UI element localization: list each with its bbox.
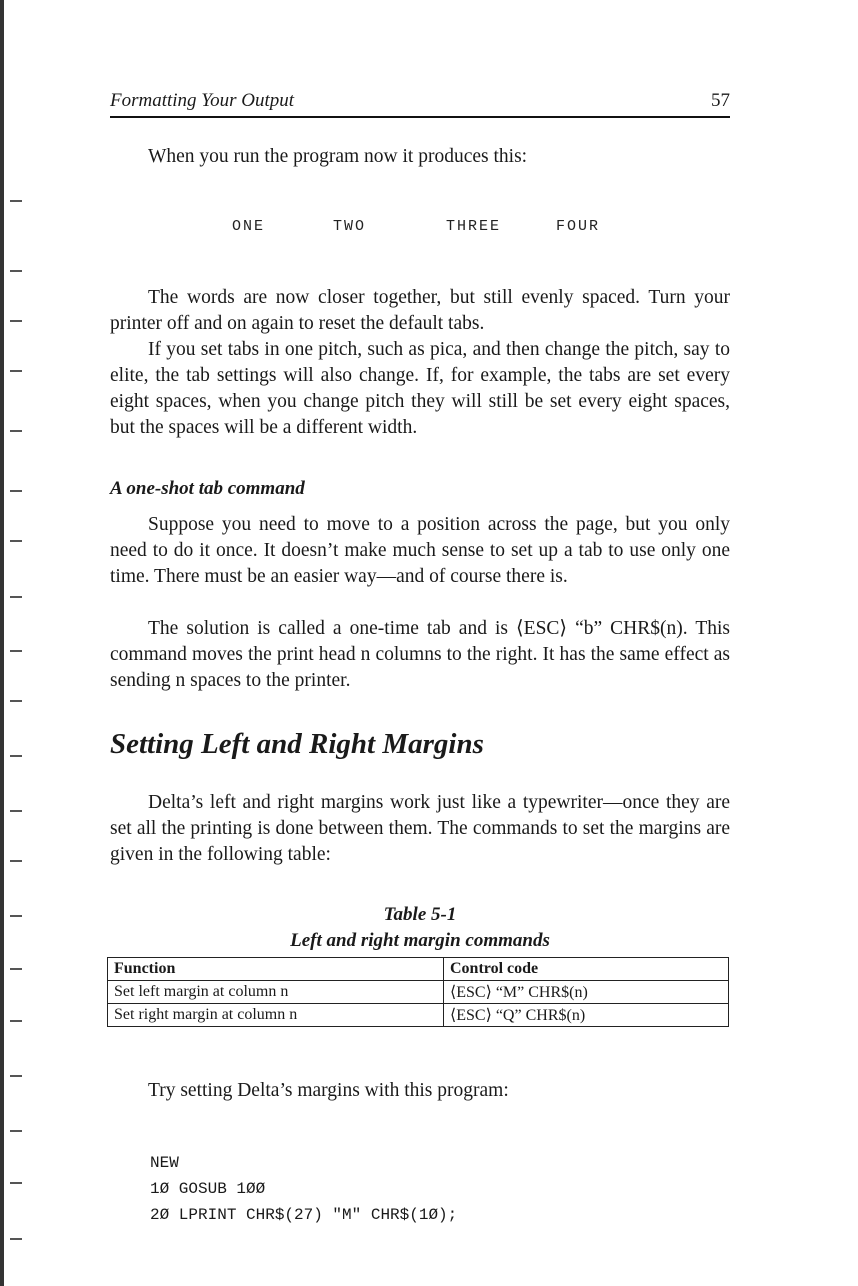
table-cell: Set left margin at column n (108, 981, 444, 1004)
margin-tick (10, 200, 22, 202)
margin-tick (10, 540, 22, 542)
paragraph-try: Try setting Delta’s margins with this program: (148, 1080, 509, 1101)
intro-paragraph: When you run the program now it produces this: (148, 146, 528, 167)
table-cell: ⟨ESC⟩ “M” CHR$(n) (444, 981, 729, 1004)
margin-commands-table (107, 957, 729, 1027)
margin-tick (10, 650, 22, 652)
code-line: NEW (150, 1154, 179, 1172)
table-header-function: Function (108, 958, 444, 981)
code-line: 2Ø LPRINT CHR$(27) "M" CHR$(1Ø); (150, 1206, 458, 1224)
table-row (108, 981, 729, 1004)
page-binding-edge (0, 0, 4, 1286)
table-header-control-code: Control code (444, 958, 729, 981)
output-word-four: FOUR (556, 218, 601, 235)
margin-tick (10, 1130, 22, 1132)
table-caption-number: Table 5-1 (383, 904, 457, 925)
margin-tick (10, 430, 22, 432)
margin-tick (10, 370, 22, 372)
running-header (110, 88, 730, 118)
margin-tick (10, 270, 22, 272)
paragraph-pitch: If you set tabs in one pitch, such as pica, and then change the pitch, say to elite, the tab settings will also change. If, for example, the tabs are set every eight spaces, when you change pitch they will still be set every eight spaces, but the spaces will be a different width. (110, 339, 730, 438)
margin-tick (10, 860, 22, 862)
table-cell: ⟨ESC⟩ “Q” CHR$(n) (444, 1004, 729, 1027)
margin-tick (10, 810, 22, 812)
page-number: 57 (711, 90, 730, 111)
table-caption-title: Left and right margin commands (290, 930, 550, 951)
output-word-two: TWO (333, 218, 367, 235)
table-row (108, 1004, 729, 1027)
margin-tick (10, 596, 22, 598)
section-heading: Setting Left and Right Margins (110, 728, 484, 760)
subheading-one-shot-tab: A one-shot tab command (110, 478, 305, 499)
code-line: 1Ø GOSUB 1ØØ (150, 1180, 266, 1198)
paragraph-evenly-spaced: The words are now closer together, but still evenly spaced. Turn your printer off and on again to reset the default tabs. (110, 287, 730, 334)
paragraph-solution: The solution is called a one-time tab and is ⟨ESC⟩ “b” CHR$(n). This command moves the print head n columns to the right. It has the same effect as sending n spaces to the printer. (110, 618, 730, 691)
paragraph-margins: Delta’s left and right margins work just like a typewriter—once they are set all the printing is done between them. The commands to set the margins are given in the following table: (110, 792, 730, 865)
margin-tick (10, 1075, 22, 1077)
output-word-three: THREE (446, 218, 502, 235)
margin-tick (10, 1020, 22, 1022)
margin-tick (10, 915, 22, 917)
margin-tick (10, 700, 22, 702)
margin-tick (10, 755, 22, 757)
margin-tick (10, 320, 22, 322)
margin-tick (10, 1238, 22, 1240)
table-cell: Set right margin at column n (108, 1004, 444, 1027)
output-word-one: ONE (232, 218, 266, 235)
paragraph-suppose: Suppose you need to move to a position across the page, but you only need to do it once. It doesn’t make much sense to set up a tab to use only one time. There must be an easier way—and of course there is. (110, 514, 730, 587)
header-title: Formatting Your Output (110, 90, 295, 111)
margin-tick (10, 490, 22, 492)
margin-tick (10, 968, 22, 970)
margin-tick (10, 1182, 22, 1184)
table-header-row (108, 958, 729, 981)
